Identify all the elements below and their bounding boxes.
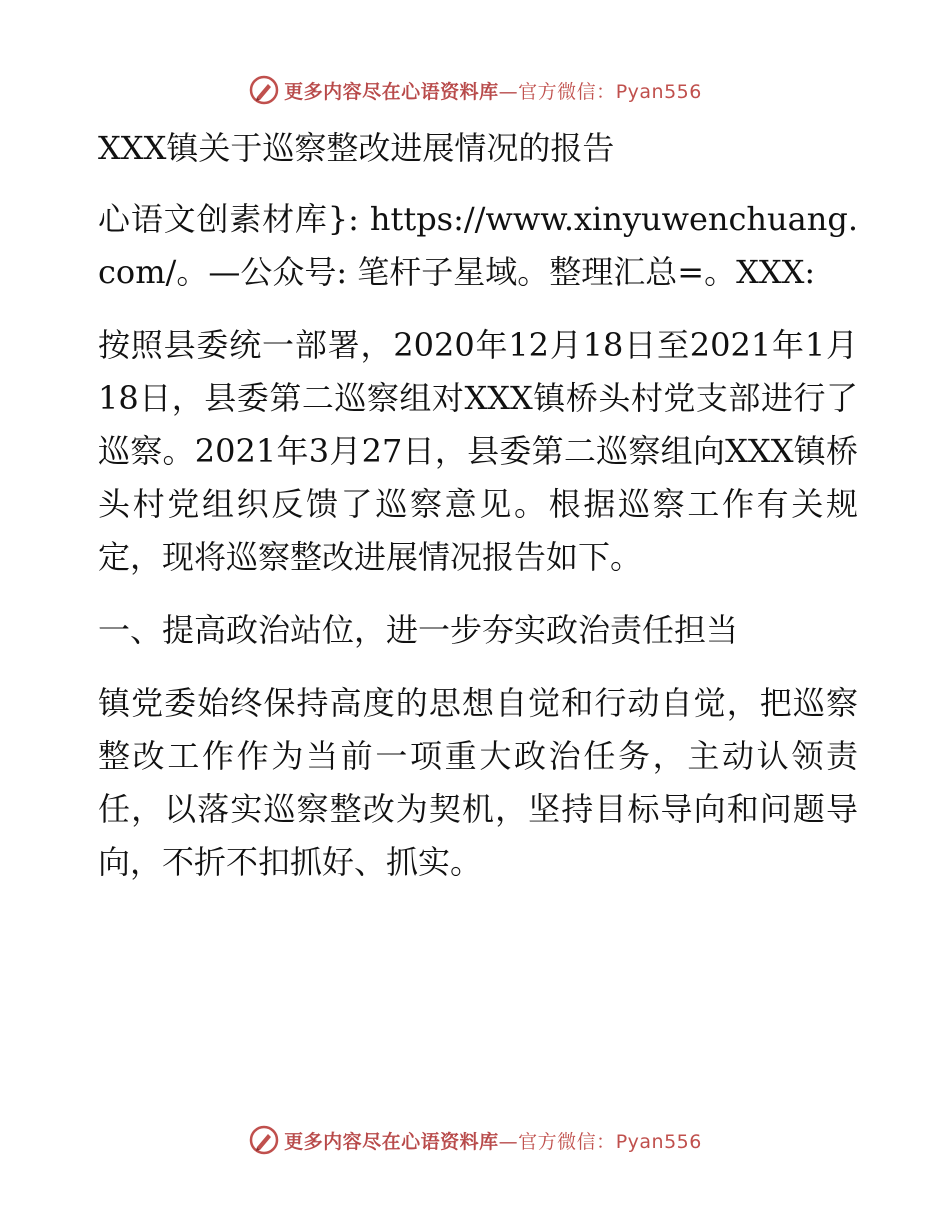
pen-logo-icon <box>248 1124 280 1156</box>
document-body <box>98 122 858 889</box>
watermark-wechat-label: 官方微信： <box>518 1130 616 1153</box>
watermark-separator: — <box>498 80 519 103</box>
footer-watermark-banner <box>0 1120 950 1160</box>
watermark-site-name: 更多内容尽在心语资料库 <box>284 1130 499 1153</box>
section-body-paragraph: 镇党委始终保持高度的思想自觉和行动自觉，把巡察整改工作作为当前一项重大政治任务，主动认领责任，以落实巡察整改为契机，坚持目标导向和问题导向，不折不扣抓好、抓实。 <box>98 684 858 881</box>
source-paragraph: 心语文创素材库}: https://www.xinyuwenchuang.com/。—公众号: 笔杆子星域。整理汇总=。XXX: <box>98 200 858 291</box>
watermark-text <box>284 1127 702 1154</box>
watermark-wechat-id: Pyan556 <box>615 1130 702 1153</box>
watermark-wechat-label: 官方微信： <box>518 80 616 103</box>
section-heading: 一、提高政治站位，进一步夯实政治责任担当 <box>98 611 739 649</box>
pen-logo-icon <box>248 74 280 106</box>
document-title: XXX镇关于巡察整改进展情况的报告 <box>98 129 615 167</box>
watermark-text <box>284 77 702 104</box>
watermark-wechat-id: Pyan556 <box>615 80 702 103</box>
header-watermark-banner <box>0 70 950 110</box>
watermark-separator: — <box>498 1130 519 1153</box>
watermark-site-name: 更多内容尽在心语资料库 <box>284 80 499 103</box>
intro-paragraph: 按照县委统一部署，2020年12月18日至2021年1月18日，县委第二巡察组对XXX镇桥头村党支部进行了巡察。2021年3月27日，县委第二巡察组向XXX镇桥头村党组织反馈了巡察意见。根据巡察工作有关规定，现将巡察整改进展情况报告如下。 <box>98 326 858 576</box>
